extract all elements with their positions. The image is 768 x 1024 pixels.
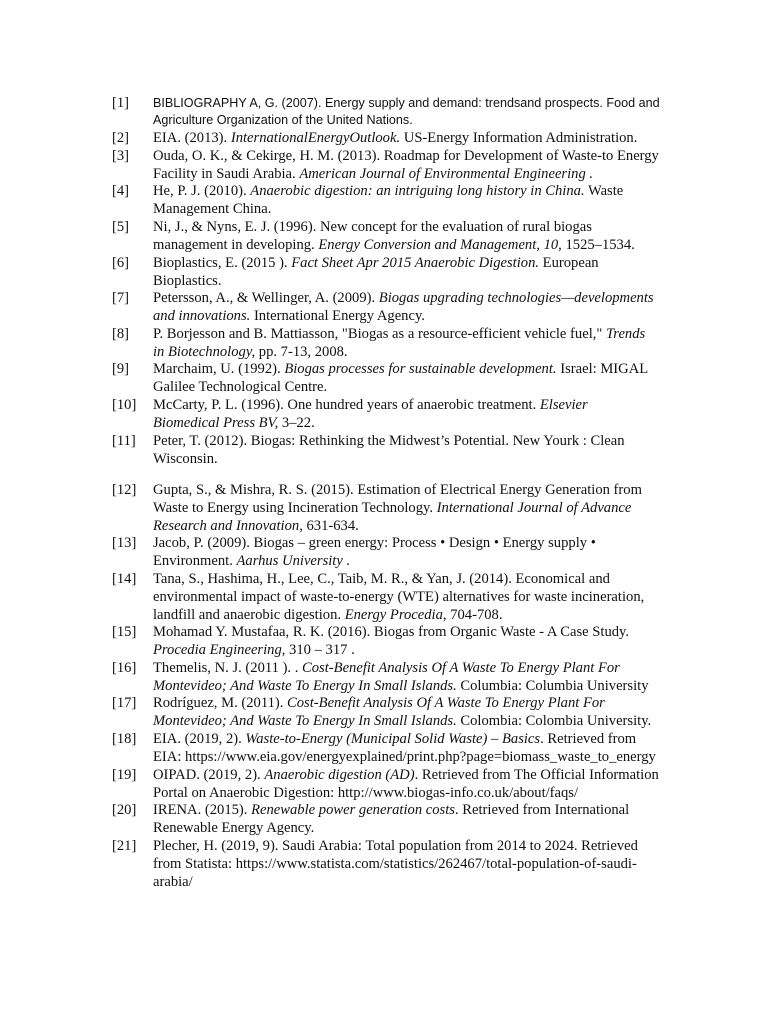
reference-number: [17] xyxy=(112,695,137,711)
reference-text-line xyxy=(153,694,605,712)
reference-text-line xyxy=(153,784,578,802)
reference-text-segment: Waste to Energy using Incineration Technology. xyxy=(153,499,437,516)
reference-text-segment: Ouda, O. K., & Cekirge, H. M. (2013). Roadmap for Development of Waste-to Energy xyxy=(153,148,659,164)
reference-text-segment: Tana, S., Hashima, H., Lee, C., Taib, M. R., & Yan, J. (2014). Economical and xyxy=(153,571,610,587)
reference-italic-segment: Fact Sheet Apr 2015 Anaerobic Digestion. xyxy=(291,255,540,271)
reference-number: [8] xyxy=(112,326,130,342)
reference-text-segment: from Statista: https://www.statista.com/statistics/262467/total-population-of-saudi- xyxy=(153,855,637,872)
reference-text-line xyxy=(153,499,631,517)
reference-text-line xyxy=(153,641,355,659)
reference-number: [15] xyxy=(112,624,137,640)
reference-number: [20] xyxy=(112,802,137,818)
reference-text-line xyxy=(153,236,635,254)
reference-text-segment: Galilee Technological Centre. xyxy=(153,378,328,395)
reference-text-segment: , 1525–1534. xyxy=(558,236,635,253)
reference-text-line xyxy=(153,325,645,343)
reference-text-segment: Waste xyxy=(584,183,624,199)
reference-number: [14] xyxy=(112,571,137,587)
reference-text-line xyxy=(153,677,649,695)
reference-text-segment: He, P. J. (2010). xyxy=(153,183,251,199)
reference-text-segment: , 631-634. xyxy=(299,517,359,534)
reference-text-segment: Gupta, S., & Mishra, R. S. (2015). Estimation of Electrical Energy Generation from xyxy=(153,482,642,498)
reference-text-segment: environmental impact of waste-to-energy (WTE) alternatives for waste incineration, xyxy=(153,588,645,605)
reference-italic-segment: Procedia Engineering xyxy=(153,641,282,658)
reference-text-segment: BIBLIOGRAPHY A, G. (2007). Energy supply and demand: trendsand prospects. Food and xyxy=(153,96,660,110)
reference-text-line xyxy=(153,623,629,641)
reference-text-segment: Portal on Anaerobic Digestion: http://www.biogas-info.co.uk/about/faqs/ xyxy=(153,784,579,801)
reference-text-line xyxy=(153,111,413,129)
reference-text-segment: landfill and anaerobic digestion. xyxy=(153,606,345,623)
reference-text-segment: , 310 – 317 . xyxy=(281,641,355,658)
reference-text-segment: Colombia: Colombia University. xyxy=(456,712,652,729)
reference-text-segment: Agriculture Organization of the United Nations. xyxy=(153,113,413,127)
reference-text-line xyxy=(153,343,348,361)
reference-text-line xyxy=(153,254,599,272)
reference-text-line xyxy=(153,165,593,183)
reference-text-segment: P. Borjesson and B. Mattiasson, "Biogas as a resource-efficient vehicle fuel," xyxy=(153,326,606,342)
reference-text-line xyxy=(153,218,592,236)
reference-italic-segment: and innovations. xyxy=(153,307,251,324)
reference-text-line xyxy=(153,414,315,432)
reference-text-line xyxy=(153,360,648,378)
reference-text-segment: Plecher, H. (2019, 9). Saudi Arabia: Total population from 2014 to 2024. Retrieved xyxy=(153,838,638,854)
reference-text-segment: McCarty, P. L. (1996). One hundred years of anaerobic treatment. xyxy=(153,397,540,413)
reference-italic-segment: Aarhus University . xyxy=(236,552,351,569)
reference-text-line xyxy=(153,200,271,218)
reference-text-line xyxy=(153,730,636,748)
reference-text-segment: 3–22. xyxy=(278,414,315,431)
reference-text-line xyxy=(153,481,642,499)
reference-text-line xyxy=(153,94,660,112)
reference-italic-segment: Cost-Benefit Analysis Of A Waste To Energy Plant For xyxy=(287,695,605,711)
reference-text-line xyxy=(153,748,656,766)
reference-text-segment: European xyxy=(539,255,599,271)
reference-number: [13] xyxy=(112,535,137,551)
reference-text-line xyxy=(153,766,659,784)
reference-text-line xyxy=(153,588,644,606)
reference-italic-segment: Anaerobic digestion (AD) xyxy=(264,767,415,783)
reference-italic-segment: Research and Innovation xyxy=(153,517,300,534)
reference-text-line xyxy=(153,432,625,450)
reference-number: [21] xyxy=(112,838,137,854)
reference-text-segment: Facility in Saudi Arabia. xyxy=(153,165,300,182)
reference-text-segment: OIPAD. (2019, 2). xyxy=(153,767,265,783)
reference-text-segment: Ni, J., & Nyns, E. J. (1996). New concept for the evaluation of rural biogas xyxy=(153,219,592,235)
reference-text-segment: arabia/ xyxy=(153,873,193,890)
reference-text-segment: Petersson, A., & Wellinger, A. (2009). xyxy=(153,290,379,306)
reference-italic-segment: Trends xyxy=(606,326,646,342)
reference-text-line xyxy=(153,307,425,325)
reference-text-segment: IRENA. (2015). xyxy=(153,802,252,818)
reference-text-line xyxy=(153,272,222,290)
reference-text-line xyxy=(153,837,638,855)
reference-text-segment: . Retrieved from xyxy=(540,731,637,747)
reference-text-segment: Wisconsin. xyxy=(153,450,218,467)
reference-number: [4] xyxy=(112,183,130,199)
reference-text-segment: International Energy Agency. xyxy=(250,307,425,324)
reference-number: [12] xyxy=(112,482,137,498)
reference-text-line xyxy=(153,396,588,414)
reference-italic-segment: Biogas processes for sustainable development. xyxy=(284,361,557,377)
reference-italic-segment: Waste-to-Energy (Municipal Solid Waste) – Basics xyxy=(245,731,541,747)
reference-italic-segment: Elsevier xyxy=(539,397,588,413)
reference-text-segment: Environment. xyxy=(153,552,237,569)
reference-text-segment: . Retrieved from International xyxy=(454,802,630,818)
reference-text-segment: Israel: MIGAL xyxy=(556,361,649,377)
reference-number: [10] xyxy=(112,397,137,413)
reference-text-segment: pp. 7-13, 2008. xyxy=(255,343,348,360)
reference-italic-segment: Renewable power generation costs xyxy=(251,802,455,818)
reference-text-line xyxy=(153,147,659,165)
reference-number: [9] xyxy=(112,361,130,377)
reference-text-line xyxy=(153,570,610,588)
reference-italic-segment: Montevideo; And Waste To Energy In Small Islands. xyxy=(153,677,457,694)
reference-italic-segment: in Biotechnology, xyxy=(153,343,256,360)
reference-italic-segment: International Journal of Advance xyxy=(436,499,632,516)
reference-text-segment: . Retrieved from The Official Information xyxy=(414,767,659,783)
reference-text-segment: Themelis, N. J. (2011 ). . xyxy=(153,660,303,676)
reference-text-segment: EIA. (2019, 2). xyxy=(153,731,246,747)
reference-text-line xyxy=(153,801,629,819)
reference-text-segment: Marchaim, U. (1992). xyxy=(153,361,285,377)
reference-italic-segment: Montevideo; And Waste To Energy In Small Islands. xyxy=(153,712,457,729)
reference-text-line xyxy=(153,129,637,147)
reference-text-line xyxy=(153,819,314,837)
reference-text-line xyxy=(153,534,596,552)
reference-text-segment: Bioplastics, E. (2015 ). xyxy=(153,255,292,271)
reference-text-segment: , 704-708. xyxy=(442,606,503,623)
reference-number: [18] xyxy=(112,731,137,747)
reference-italic-segment: Biogas upgrading technologies—developments xyxy=(378,290,654,306)
reference-text-line xyxy=(153,712,651,730)
reference-text-line xyxy=(153,517,359,535)
reference-italic-segment: Energy Conversion and Management, 10 xyxy=(318,236,559,253)
reference-text-line xyxy=(153,552,350,570)
reference-text-segment: Mohamad Y. Mustafaa, R. K. (2016). Biogas from Organic Waste - A Case Study. xyxy=(153,624,630,640)
reference-italic-segment: Energy Procedia xyxy=(344,606,443,623)
reference-italic-segment: Biomedical Press BV, xyxy=(153,414,279,431)
reference-text-segment: EIA: https://www.eia.gov/energyexplained/print.php?page=biomass_waste_to_energy xyxy=(153,748,656,765)
reference-text-line xyxy=(153,606,502,624)
reference-number: [11] xyxy=(112,433,136,449)
reference-text-line xyxy=(153,378,327,396)
reference-number: [6] xyxy=(112,255,130,271)
reference-number: [7] xyxy=(112,290,130,306)
reference-text-line xyxy=(153,659,620,677)
reference-number: [2] xyxy=(112,130,130,146)
reference-text-segment: Renewable Energy Agency. xyxy=(153,819,315,836)
reference-text-segment: Management China. xyxy=(153,200,272,217)
reference-text-line xyxy=(153,873,193,891)
reference-text-segment: Rodríguez, M. (2011). xyxy=(153,695,288,711)
reference-text-segment: EIA. (2013). xyxy=(153,130,231,146)
reference-italic-segment: Cost-Benefit Analysis Of A Waste To Energy Plant For xyxy=(302,660,620,676)
reference-text-segment: Jacob, P. (2009). Biogas – green energy: Process • Design • Energy supply • xyxy=(153,535,596,551)
reference-text-segment: US-Energy Information Administration. xyxy=(400,130,638,146)
reference-italic-segment: InternationalEnergyOutlook. xyxy=(230,130,401,146)
reference-text-segment: Bioplastics. xyxy=(153,272,222,289)
reference-number: [3] xyxy=(112,148,130,164)
reference-number: [1] xyxy=(112,95,130,111)
reference-text-segment: Columbia: Columbia University xyxy=(456,677,649,694)
reference-text-segment: Peter, T. (2012). Biogas: Rethinking the Midwest’s Potential. New Yourk : Clean xyxy=(153,433,625,449)
reference-text-line xyxy=(153,855,637,873)
reference-number: [5] xyxy=(112,219,130,235)
reference-italic-segment: Anaerobic digestion: an intriguing long history in China. xyxy=(250,183,585,199)
reference-text-line xyxy=(153,182,623,200)
reference-text-line xyxy=(153,289,654,307)
reference-text-segment: management in developing. xyxy=(153,236,319,253)
reference-number: [16] xyxy=(112,660,137,676)
reference-number: [19] xyxy=(112,767,137,783)
reference-text-line xyxy=(153,450,218,468)
reference-italic-segment: American Journal of Environmental Engineering . xyxy=(299,165,594,182)
